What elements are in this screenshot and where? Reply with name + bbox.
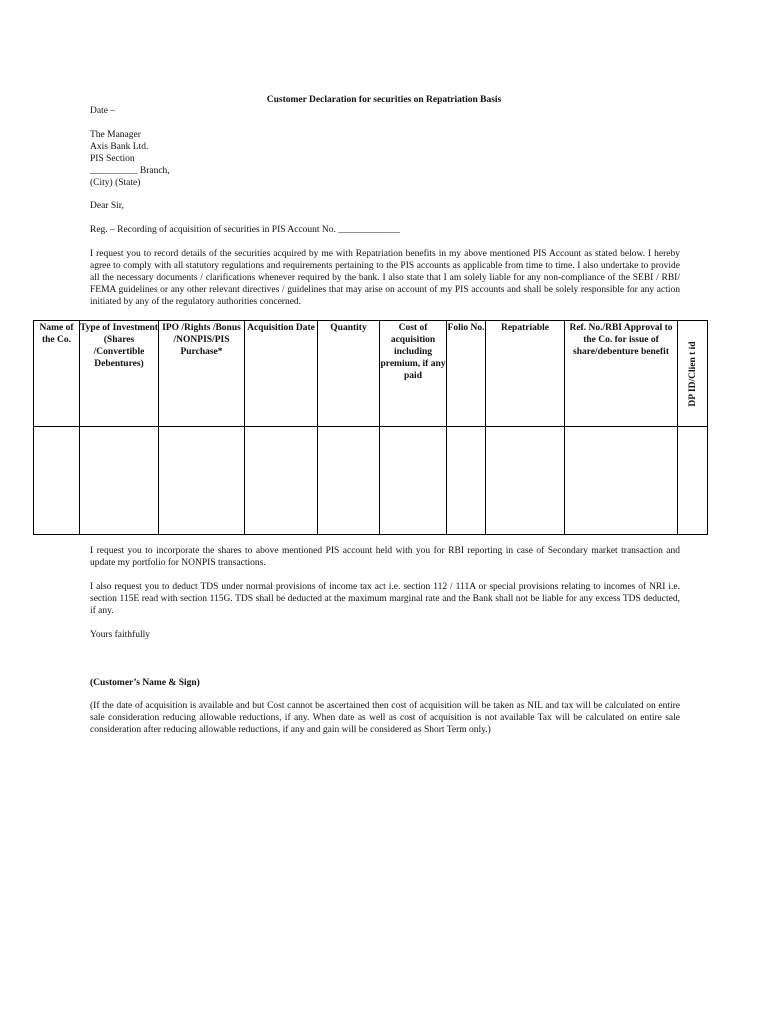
header-investment-type: Type of Investment (Shares /Convertible Debentures) — [80, 321, 159, 427]
cell-investment-type[interactable] — [80, 427, 159, 535]
tds-paragraph: I also request you to deduct TDS under normal provisions of income tax act i.e. section 112 / 111A or special provisions relating to incomes of NRI i.e. section 115E read with section 115G. TDS shall be deducted at the maximum marginal rate and the Bank shall not be liable for any excess TDS deducted, if any. — [90, 582, 680, 616]
cell-quantity[interactable] — [318, 427, 380, 535]
address-line: PIS Section — [90, 154, 135, 164]
header-rbi-approval: Ref. No./RBI Approval to the Co. for issue of share/debenture benefit — [565, 321, 678, 427]
header-purchase-type: IPO /Rights /Bonus /NONPIS/PIS Purchase* — [159, 321, 245, 427]
header-repatriable: Repatriable — [486, 321, 565, 427]
address-line: __________ Branch, — [90, 166, 170, 176]
table-header-row — [34, 321, 708, 427]
cell-purchase-type[interactable] — [159, 427, 245, 535]
date-line: Date – — [90, 106, 116, 116]
cost-note: (If the date of acquisition is available and but Cost cannot be ascertained then cost of acquisition will be taken as NIL and tax will be calculated on entire sale consideration reducing allowable reductions, if any. When date as well as cost of acquisition is not available Tax will be calculated on entire sale consideration after reducing allowable reductions, if any and gain will be considered as Short Term only.) — [90, 701, 680, 735]
header-company-name: Name of the Co. — [34, 321, 80, 427]
header-quantity: Quantity — [318, 321, 380, 427]
incorporate-paragraph: I request you to incorporate the shares to above mentioned PIS account held with you for RBI reporting in case of Secondary market transaction and update my portfolio for NONPIS transactions. — [90, 546, 680, 568]
address-block — [90, 129, 680, 189]
cell-repatriable[interactable] — [486, 427, 565, 535]
address-line: The Manager — [90, 130, 141, 140]
address-line: (City) (State) — [90, 178, 141, 188]
cell-acquisition-date[interactable] — [245, 427, 318, 535]
signature-label: (Customer’s Name & Sign) — [90, 678, 200, 688]
header-folio-no: Folio No. — [447, 321, 486, 427]
cell-dp-id[interactable] — [678, 427, 708, 535]
address-line: Axis Bank Ltd. — [90, 142, 149, 152]
cell-rbi-approval[interactable] — [565, 427, 678, 535]
header-acquisition-date: Acquisition Date — [245, 321, 318, 427]
header-dp-id-label: DP ID/Clien t id — [687, 341, 698, 407]
request-paragraph: I request you to record details of the securities acquired by me with Repatriation benefits in my above mentioned PIS Account as stated below. I hereby agree to comply with all statutory regulations and requirements pertaining to the PIS accounts as applicable from time to time. I also undertake to provide all the necessary documents / clarifications whenever required by the bank. I also state that I am solely liable for any non-compliance of the SEBI / RBI/ FEMA guidelines or any other relevant directives / guidelines that may arise on account of my PIS accounts and shall be solely responsible for any action initiated by any of the regulatory authorities concerned. — [90, 249, 680, 307]
cell-folio-no[interactable] — [447, 427, 486, 535]
document-title: Customer Declaration for securities on Repatriation Basis — [266, 95, 502, 105]
header-dp-id — [678, 321, 708, 427]
table-row — [34, 427, 708, 535]
reference-line: Reg. – Recording of acquisition of securities in PIS Account No. _____________ — [90, 225, 401, 235]
cell-company-name[interactable] — [34, 427, 80, 535]
cell-cost-of-acquisition[interactable] — [380, 427, 447, 535]
header-cost-of-acquisition: Cost of acquisition including premium, if any paid — [380, 321, 447, 427]
closing-line: Yours faithfully — [90, 630, 150, 640]
salutation: Dear Sir, — [90, 201, 124, 211]
securities-table — [33, 320, 708, 535]
